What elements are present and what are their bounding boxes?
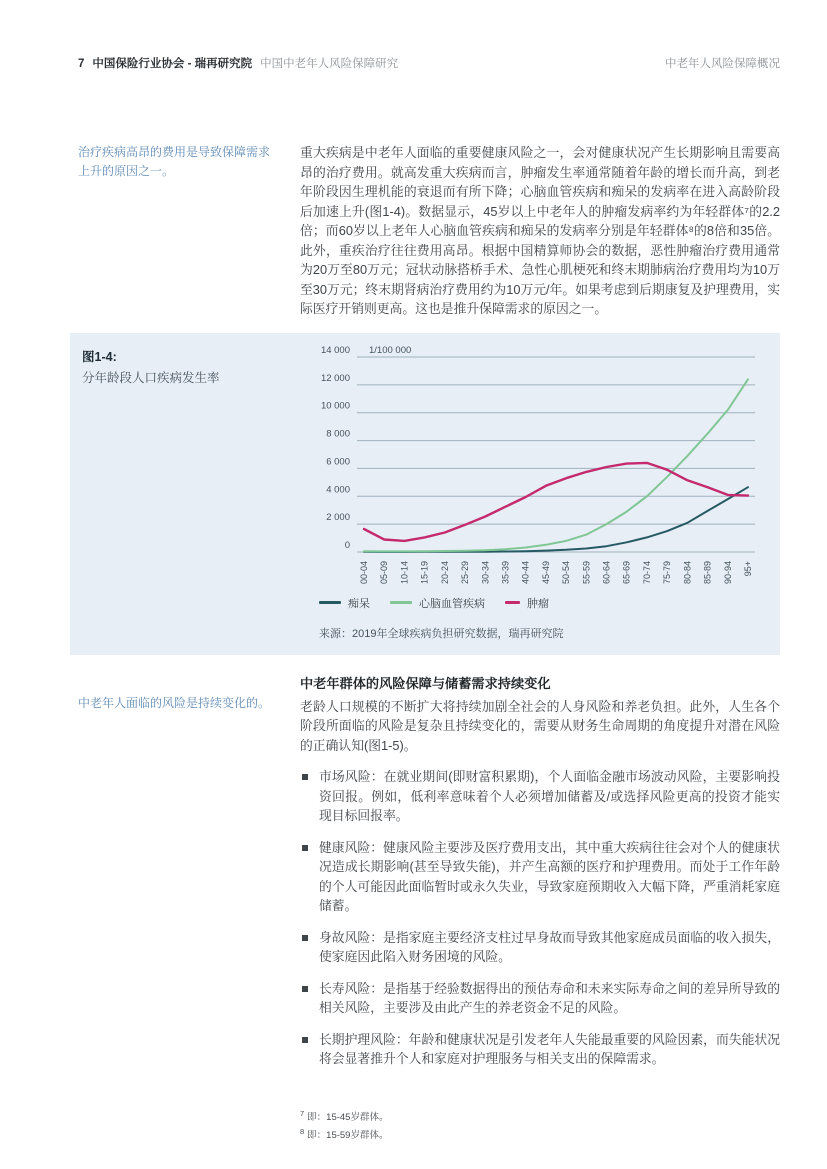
figure-chart-block: [305, 343, 780, 641]
legend-label: 心脑血管疾病: [419, 597, 485, 610]
legend-label: 痴呆: [348, 597, 370, 610]
x-tick-label: 10-14: [399, 560, 410, 584]
x-tick-label: 35-39: [500, 560, 511, 584]
chart-legend: [319, 595, 780, 611]
figure-label: 图1-4:: [82, 349, 117, 364]
series-line-心脑血管疾病: [364, 379, 748, 551]
main-column: [300, 673, 780, 1081]
section-heading: 中老年群体的风险保障与储蓄需求持续变化: [300, 675, 551, 691]
bullet-square-icon: [302, 935, 308, 941]
legend-item: [390, 595, 485, 611]
x-tick-label: 25-29: [460, 560, 471, 584]
y-tick-label: 14 000: [320, 344, 350, 356]
figure-panel: [70, 333, 780, 655]
legend-item: [319, 595, 370, 611]
footnote-marker: 8: [300, 1126, 305, 1136]
footnotes: [300, 1107, 780, 1143]
y-tick-label: 4 000: [326, 483, 350, 495]
x-tick-label: 00-04: [359, 560, 369, 584]
x-tick-label: 65-69: [621, 560, 632, 584]
x-tick-label: 05-09: [379, 560, 390, 584]
y-tick-label: 8 000: [326, 428, 350, 440]
x-tick-label: 45-49: [540, 560, 551, 584]
x-tick-label: 50-54: [561, 560, 572, 584]
x-tick-label: 95+: [743, 560, 753, 576]
footnote-marker: 7: [300, 1108, 305, 1118]
page-number: 7: [78, 58, 85, 70]
margin-note-2: 中老年人面临的风险是持续变化的。: [78, 695, 271, 710]
bullet-item: [300, 928, 780, 967]
bullet-item: [300, 1030, 780, 1069]
legend-item: [505, 595, 549, 611]
x-tick-label: 40-44: [520, 560, 531, 584]
y-tick-label: 2 000: [326, 511, 350, 523]
section2-row: [78, 673, 780, 1081]
bullet-text: 健康风险：健康风险主要涉及医疗费用支出，其中重大疾病往往会对个人的健康状况造成长期影响(甚至导致失能)，并产生高额的医疗和护理费用。而处于工作年龄的个人可能因此面临暂时或永久失业，导致家庭预期收入大幅下降，严重消耗家庭储蓄。: [319, 839, 780, 913]
bullet-item: [300, 838, 780, 916]
header-left: [78, 55, 398, 71]
intro-paragraph: 重大疾病是中老年人面临的重要健康风险之一，会对健康状况产生长期影响且需要高昂的治疗费用。就高发重大疾病而言，肿瘤发生率通常随着年龄的增长而升高，到老年阶段因生理机能的衰退而有所下降；心脑血管疾病和痴呆的发病率在进入高龄阶段后加速上升(图1-4)。数据显示，45岁以上中老年人的肿瘤发病率约为年轻群体⁷的2.2倍；而60岁以上老年人心脑血管疾病和痴呆的发病率分别是年轻群体⁸的8倍和35倍。此外，重疾治疗往往费用高昂。根据中国精算师协会的数据，恶性肿瘤治疗费用通常为20万至80万元；冠状动脉搭桥手术、急性心肌梗死和终末期肺病治疗费用均为10万至30万元；终末期肾病治疗费用约为10万元/年。如果考虑到后期康复及护理费用，实际医疗开销则更高。这也是推升保障需求的原因之一。: [300, 145, 780, 316]
legend-label: 肿瘤: [527, 597, 549, 610]
footnote-text: 即：15-45岁群体。: [307, 1111, 389, 1123]
x-tick-label: 20-24: [439, 560, 450, 584]
legend-line-swatch: [390, 601, 412, 604]
footnote-text: 即：15-59岁群体。: [307, 1129, 389, 1141]
bullet-text: 身故风险：是指家庭主要经济支柱过早身故而导致其他家庭成员面临的收入损失，使家庭因此陷入财务困境的风险。: [319, 929, 780, 964]
bullet-item: [300, 767, 780, 826]
chart-source: 来源：2019年全球疾病负担研究数据，瑞再研究院: [319, 627, 564, 640]
y-axis-unit-label: 1/100 000: [369, 344, 412, 356]
main-column: [300, 143, 780, 319]
footnote: [300, 1107, 780, 1125]
x-tick-label: 85-89: [702, 560, 713, 584]
bullet-text: 市场风险：在就业期间(即财富积累期)，个人面临金融市场波动风险，主要影响投资回报。例如，低利率意味着个人必须增加储蓄及/或选择风险更高的投资才能实现目标回报率。: [319, 769, 780, 823]
x-tick-label: 55-59: [581, 560, 592, 584]
margin-column: [78, 143, 300, 319]
x-tick-label: 90-94: [722, 560, 733, 584]
series-line-肿瘤: [364, 462, 748, 540]
y-tick-label: 12 000: [320, 372, 350, 384]
x-tick-label: 30-34: [480, 560, 491, 584]
x-tick-label: 60-64: [601, 560, 612, 584]
bullet-item: [300, 979, 780, 1018]
x-tick-label: 80-84: [682, 560, 693, 584]
bullet-square-icon: [302, 986, 308, 992]
y-tick-label: 0: [344, 539, 350, 551]
document-title: 中国中老年人风险保障研究: [260, 58, 399, 70]
margin-note-1: 治疗疾病高昂的费用是导致保障需求上升的原因之一。: [78, 145, 271, 178]
bullet-square-icon: [302, 1037, 308, 1043]
line-chart: [305, 343, 760, 593]
intro-row: [78, 143, 780, 319]
x-tick-label: 70-74: [641, 560, 652, 584]
page-header: [78, 55, 780, 71]
brand-title: 中国保险行业协会 - 瑞再研究院: [92, 58, 253, 70]
figure-caption-block: [82, 343, 305, 641]
bullet-square-icon: [302, 845, 308, 851]
bullet-text: 长寿风险：是指基于经验数据得出的预估寿命和未来实际寿命之间的差异所导致的相关风险，主要涉及由此产生的养老资金不足的风险。: [319, 980, 780, 1015]
section-running-title: 中老年人风险保障概况: [665, 58, 780, 70]
bullet-square-icon: [302, 774, 308, 780]
x-tick-label: 75-79: [662, 560, 673, 584]
legend-line-swatch: [319, 601, 341, 604]
legend-line-swatch: [505, 601, 520, 604]
section-intro: 老龄人口规模的不断扩大将持续加剧全社会的人身风险和养老负担。此外，人生各个阶段所面临的风险是复杂且持续变化的，需要从财务生命周期的角度提升对潜在风险的正确认知(图1-5)。: [300, 698, 780, 753]
x-tick-label: 15-19: [419, 560, 430, 584]
y-tick-label: 6 000: [326, 455, 350, 467]
figure-title: 分年龄段人口疾病发生率: [82, 370, 220, 385]
risk-bullet-list: [300, 767, 780, 1069]
footnote: [300, 1125, 780, 1143]
bullet-text: 长期护理风险：年龄和健康状况是引发老年人失能最重要的风险因素，而失能状况将会显著推升个人和家庭对护理服务与相关支出的保障需求。: [319, 1031, 780, 1066]
margin-column: [78, 673, 300, 1081]
y-tick-label: 10 000: [320, 400, 350, 412]
